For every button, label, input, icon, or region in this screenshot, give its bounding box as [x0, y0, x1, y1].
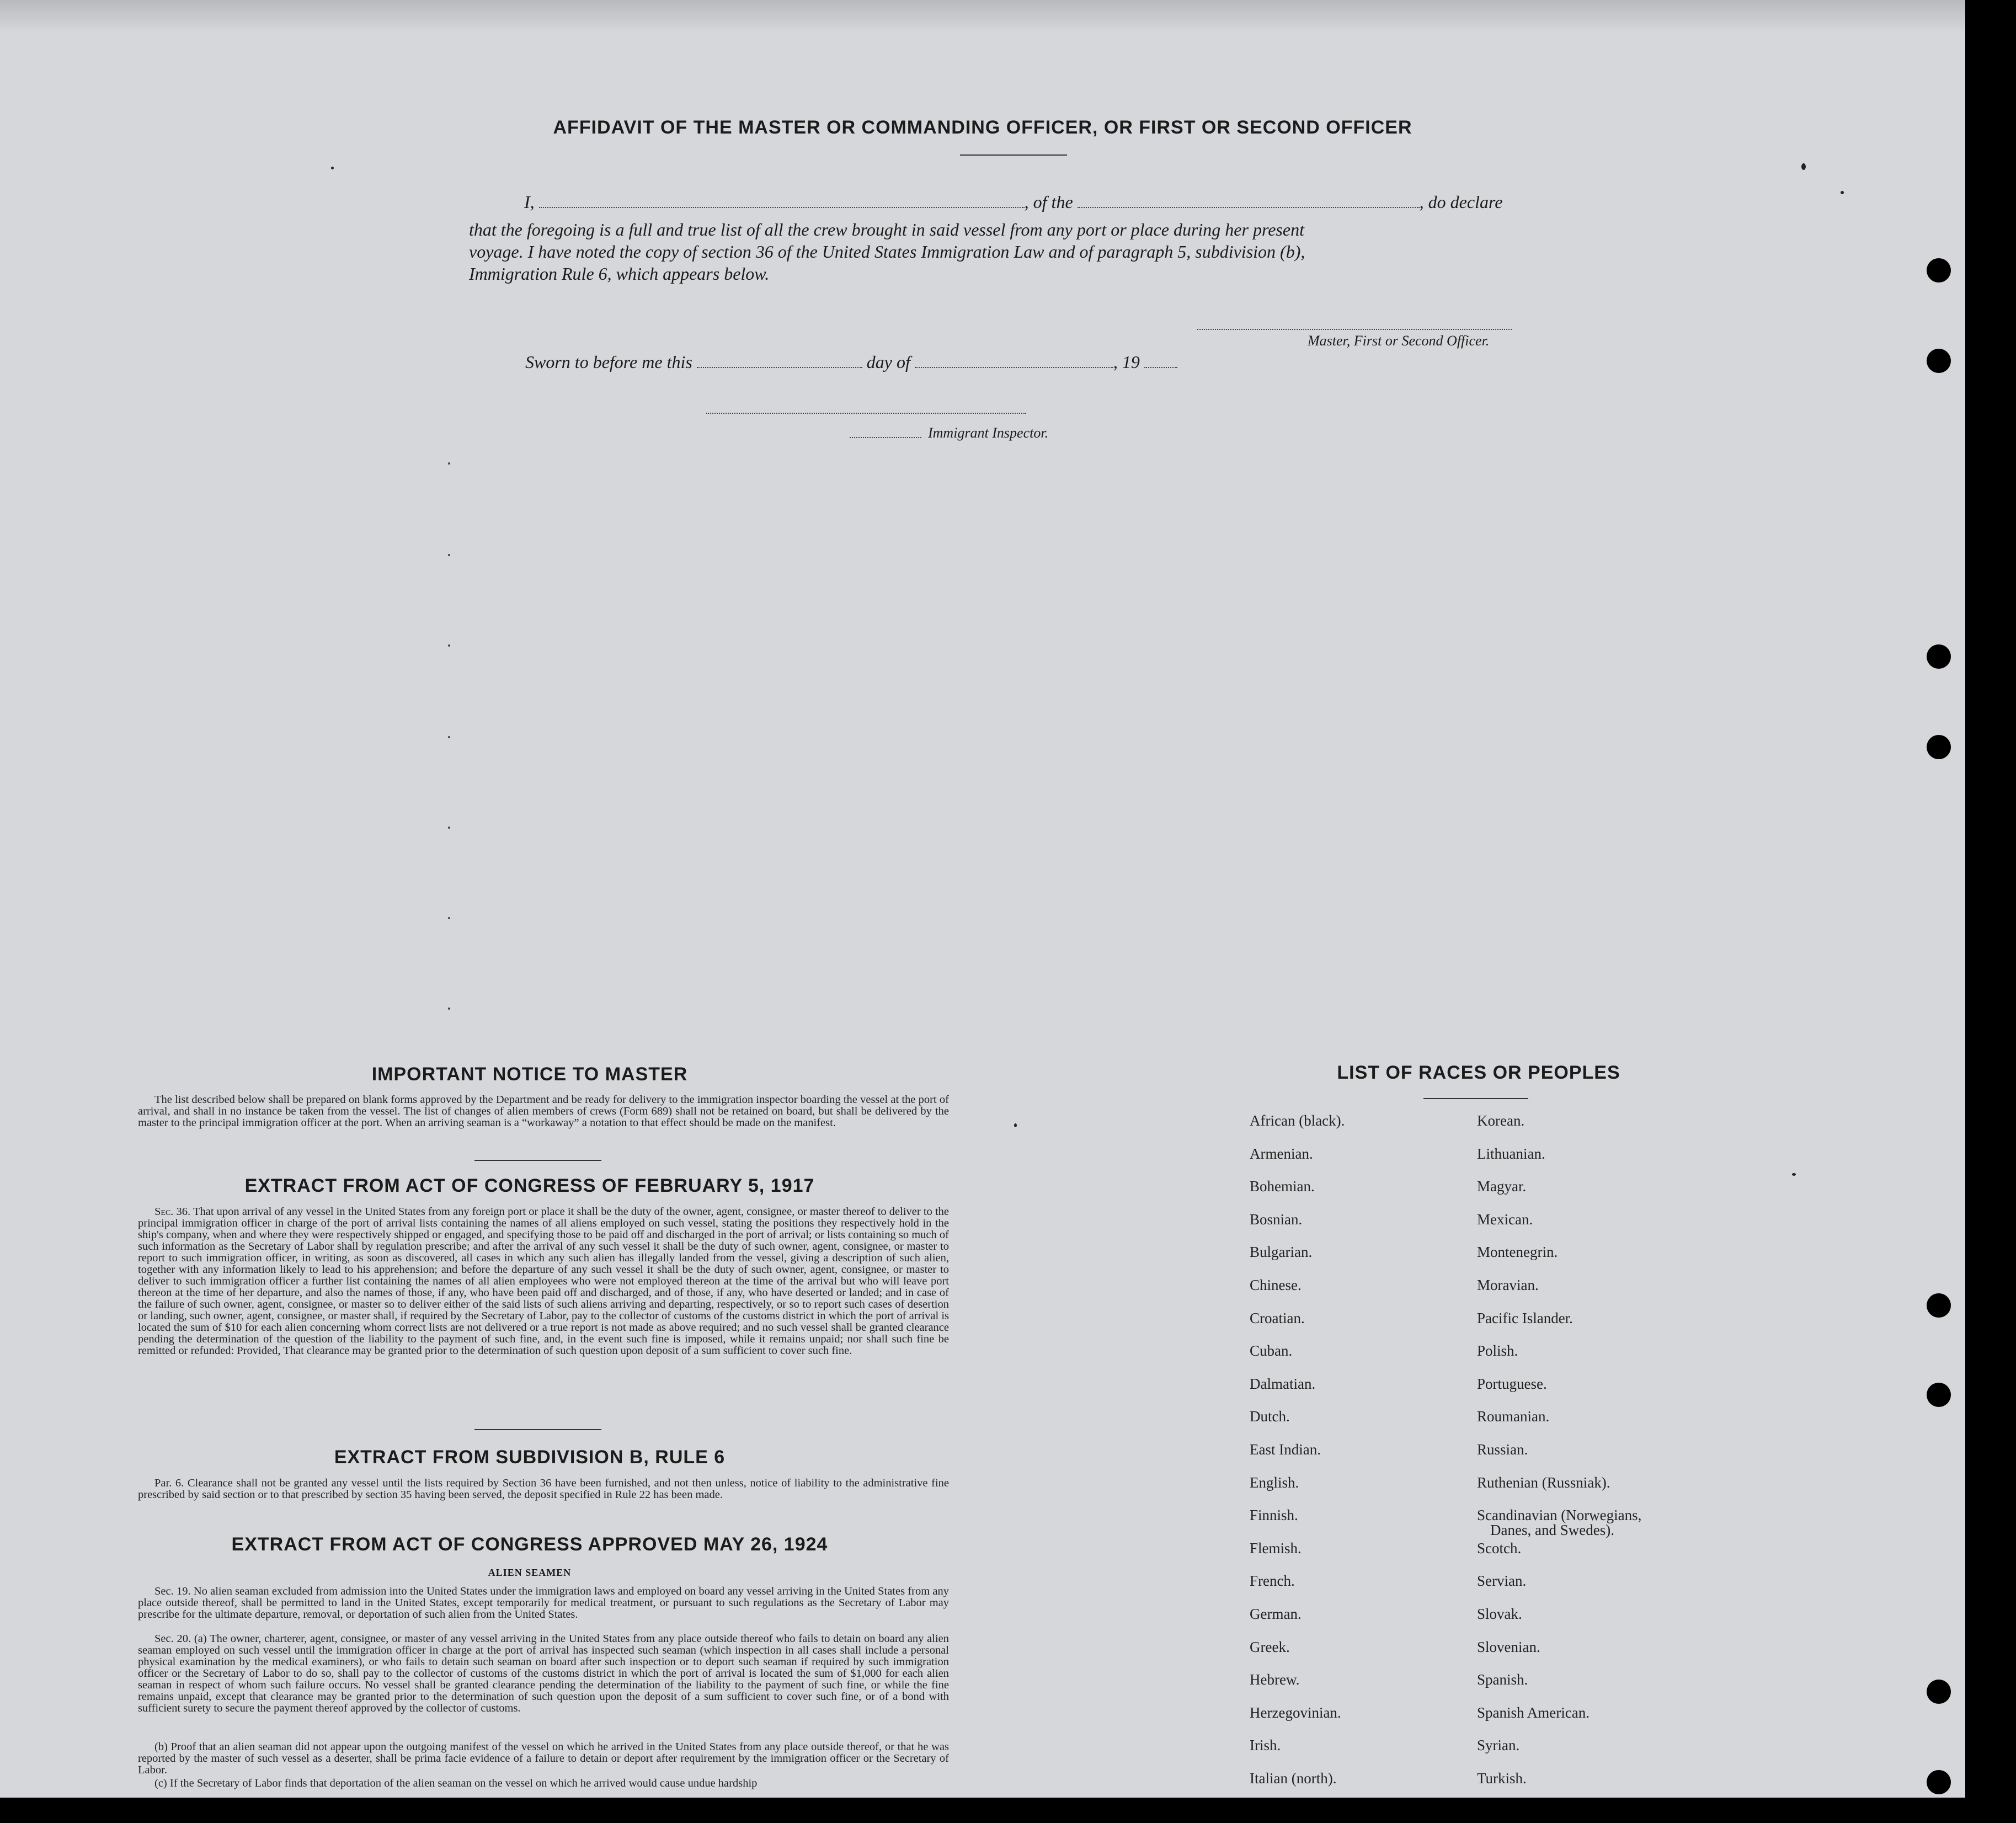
stray-mark: [448, 644, 450, 647]
declarant-label: I,: [524, 192, 535, 212]
binder-holes: [1927, 0, 1960, 1798]
race-item: Lithuanian.: [1477, 1145, 1545, 1162]
race-item: Irish.: [1250, 1737, 1281, 1754]
race-item: Ruthenian (Russniak).: [1477, 1474, 1610, 1491]
races-divider: [1423, 1098, 1528, 1099]
sec-19-text: Sec. 19. No alien seaman excluded from admission into the United States under the immigration laws and employed on board any vessel arriving in the United States from any place outside thereof, shall be permitted to land in the United States, except temporarily for medical treatment, or pursuant to such regulations as the Secretary of Labor may prescribe for the ultimate departure, removal, or deportation of such alien from the United States.: [138, 1585, 949, 1621]
master-signature-field[interactable]: [1197, 324, 1512, 330]
declaration-line-3: voyage. I have noted the copy of section 36 of the United States Immigration Law and of paragraph 5, subdivision (b),: [469, 242, 1305, 262]
sworn-day-field[interactable]: [697, 363, 862, 368]
section-divider: [474, 1429, 601, 1430]
punch-hole: [1927, 349, 1951, 373]
punch-hole: [1927, 735, 1951, 759]
ink-fleck: [1801, 163, 1806, 170]
race-item: Polish.: [1477, 1342, 1518, 1360]
sec-20a-text: Sec. 20. (a) The owner, charterer, agent, consignee, or master of any vessel arriving in the United States from any place outside thereof who fails to detain on board any alien seaman employed on such vessel until the immigration officer in charge at the port of arrival has inspected such seaman (which inspection in all cases shall include a personal physical examination by the medical examiners), or who fails to detain such seaman on board after such inspection or to deport such seaman if required by such immigration officer or the Secretary of Labor to do so, shall pay to the collector of customs of the customs district in which the port of arrival is located the sum of $1,000 for each alien seaman in respect of whom such failure occurs. No vessel shall be granted clearance pending the determination of the liability to the payment of such fine, or while the fine remains unpaid, except that clearance may be granted prior to the determination of such question upon the deposit of a sum sufficient to cover such fine, or of a bond with sufficient surety to secure the payment thereof approved by the collector of customs.: [138, 1633, 949, 1714]
race-item: Servian.: [1477, 1573, 1527, 1590]
race-item: Magyar.: [1477, 1178, 1527, 1195]
race-item: French.: [1250, 1573, 1295, 1590]
race-item: Spanish American.: [1477, 1704, 1590, 1721]
sworn-label: Sworn to before me this: [525, 352, 692, 372]
master-signature-label: Master, First or Second Officer.: [1308, 333, 1490, 349]
race-item: Italian (north).: [1250, 1770, 1337, 1787]
sec-36-label: Sec. 36.: [154, 1206, 191, 1218]
notice-text: The list described below shall be prepared on blank forms approved by the Department and be ready for delivery to the immigration inspector boarding the vessel at the port of arrival, and shall in no instance be taken from the vessel. The list of changes of alien members of crews (Form 689) shall not be retained on board, but shall be delivered by the master to the principal immigration officer at the port. When an arriving seaman is a “workaway” a notation to that effect should be made on the manifest.: [138, 1094, 949, 1129]
declare-label: , do declare: [1419, 192, 1503, 212]
race-item: Pacific Islander.: [1477, 1309, 1573, 1326]
punch-hole: [1927, 1680, 1951, 1704]
race-item: Spanish.: [1477, 1671, 1528, 1688]
stray-mark: [448, 827, 450, 829]
punch-hole: [1927, 1383, 1951, 1407]
stray-mark: [448, 1008, 450, 1010]
extract-1917-text: [138, 1206, 949, 1357]
race-item: Moravian.: [1477, 1277, 1539, 1293]
inspector-signature-label: Immigrant Inspector.: [928, 425, 1049, 441]
extract-rule6-text: Par. 6. Clearance shall not be granted any vessel until the lists required by Section 36 have been furnished, and not then unless, notice of liability to the administrative fine prescribed by said section or to that prescribed by section 35 having been served, the deposit specified in Rule 22 has been made.: [138, 1477, 949, 1501]
race-item: Cuban.: [1250, 1342, 1293, 1360]
punch-hole: [1927, 258, 1951, 282]
sworn-year-field[interactable]: [1144, 363, 1177, 368]
sec-36-text: That upon arrival of any vessel in the United States from any foreign port or place it shall be the duty of the owner, agent, consignee, or master thereof to deliver to the principal immigration officer in charge of the port of arrival lists containing the names of all aliens employed on such vessel, stating the positions they respectively hold in the ship's company, when and where they were respectively shipped or engaged, and specifying those to be paid off and discharged in the port of arrival; or lists containing so much of such information as the Secretary of Labor shall by regulation prescribe; and after the arrival of any such vessel it shall be the duty of such owner, agent, consignee, or master to report to such immigration officer, in writing, as soon as discovered, all cases in which any such alien has illegally landed from the vessel, giving a description of such alien, together with any information likely to lead to his apprehension; and before the departure of any such vessel it shall be the duty of such owner, agent, consignee, or master to deliver to such immigration officer a further list containing the names of all alien employees who were not employed thereon at the time of the arrival but who will leave port thereon at the time of her departure, and also the names of those, if any, who have been paid off and discharged, and of those, if any, who have deserted or landed; and in case of the failure of such owner, agent, consignee, or master so to deliver either of the said lists of such aliens arriving and departing, respectively, or so to report such cases of desertion or landing, such owner, agent, consignee, or master shall, if required by the Secretary of Labor, pay to the collector of customs of the customs district in which the port of arrival is located the sum of $10 for each alien concerning whom correct lists are not delivered or a true report is not made as above required; and no such vessel shall be granted clearance pending the determination of the question of the liability to the payment of such fine, and, in the event such fine is imposed, while it remains unpaid; nor shall such fine be remitted or refunded: Provided, That clearance may be granted prior to the determination of such question upon deposit of a sum sufficient to cover such fine.: [138, 1206, 949, 1357]
inspector-signature-field[interactable]: [706, 408, 1026, 414]
affidavit-title: AFFIDAVIT OF THE MASTER OR COMMANDING OFFICER, OR FIRST OR SECOND OFFICER: [553, 117, 1412, 138]
declarant-name-field[interactable]: [539, 202, 1025, 208]
race-item: Portuguese.: [1477, 1375, 1547, 1392]
extract-1924-title: EXTRACT FROM ACT OF CONGRESS APPROVED MAY 26, 1924: [231, 1534, 828, 1555]
race-item: Roumanian.: [1477, 1408, 1550, 1425]
race-item: East Indian.: [1250, 1441, 1321, 1458]
race-item: Slovak.: [1477, 1606, 1522, 1622]
race-item: Hebrew.: [1250, 1671, 1300, 1688]
ink-fleck: [331, 167, 334, 169]
declaration-line-2: that the foregoing is a full and true list of all the crew brought in said vessel from any port or place during her present: [469, 220, 1304, 239]
race-item: Korean.: [1477, 1112, 1525, 1129]
race-item: Russian.: [1477, 1441, 1528, 1458]
sec-20c-text: (c) If the Secretary of Labor finds that deportation of the alien seaman on the vessel on which he arrived would cause undue hardship: [154, 1777, 758, 1789]
race-item: Mexican.: [1477, 1211, 1533, 1228]
race-item: Bosnian.: [1250, 1211, 1303, 1228]
stray-mark: [448, 917, 450, 919]
race-item: African (black).: [1250, 1112, 1345, 1129]
race-item: Scandinavian (Norwegians,: [1477, 1507, 1642, 1524]
punch-hole: [1927, 1770, 1951, 1794]
races-title: LIST OF RACES OR PEOPLES: [1337, 1062, 1620, 1083]
race-item: Greek.: [1250, 1638, 1290, 1655]
title-divider: [960, 154, 1067, 156]
race-item: Bulgarian.: [1250, 1244, 1313, 1261]
punch-hole: [1927, 644, 1951, 669]
section-divider: [474, 1160, 601, 1161]
race-item: Herzegovinian.: [1250, 1704, 1341, 1721]
vessel-label: , of the: [1024, 192, 1073, 212]
year-prefix-label: , 19: [1113, 352, 1140, 372]
ink-fleck: [1792, 1173, 1796, 1176]
ink-fleck: [1841, 191, 1844, 194]
notice-title: IMPORTANT NOTICE TO MASTER: [371, 1064, 688, 1085]
race-item: Flemish.: [1250, 1539, 1302, 1557]
extract-rule6-title: EXTRACT FROM SUBDIVISION B, RULE 6: [334, 1447, 726, 1468]
race-item: Danes, and Swedes).: [1490, 1522, 1614, 1539]
extract-1917-title: EXTRACT FROM ACT OF CONGRESS OF FEBRUARY 5, 1917: [244, 1175, 815, 1196]
sworn-line: [525, 352, 1177, 372]
race-item: English.: [1250, 1474, 1299, 1491]
race-item: Croatian.: [1250, 1309, 1305, 1326]
race-item: German.: [1250, 1606, 1302, 1622]
inspector-signature-lead: [850, 433, 921, 438]
day-of-label: day of: [866, 352, 910, 372]
race-item: Dutch.: [1250, 1408, 1290, 1425]
vessel-name-field[interactable]: [1078, 202, 1420, 208]
race-item: Chinese.: [1250, 1277, 1302, 1293]
race-item: Dalmatian.: [1250, 1375, 1316, 1392]
declaration-line-1: [524, 192, 1502, 212]
alien-seamen-subtitle: ALIEN SEAMEN: [488, 1567, 572, 1578]
declaration-line-4: Immigration Rule 6, which appears below.: [469, 264, 770, 284]
sworn-month-field[interactable]: [915, 363, 1113, 368]
stray-mark: [448, 554, 450, 556]
stray-mark: [448, 736, 450, 738]
race-item: Scotch.: [1477, 1539, 1522, 1557]
stray-mark: [448, 462, 450, 465]
race-item: Finnish.: [1250, 1507, 1298, 1524]
race-item: Slovenian.: [1477, 1638, 1540, 1655]
race-item: Armenian.: [1250, 1145, 1313, 1162]
race-item: Montenegrin.: [1477, 1244, 1558, 1261]
punch-hole: [1927, 1293, 1951, 1318]
race-item: Bohemian.: [1250, 1178, 1315, 1195]
race-item: Turkish.: [1477, 1770, 1527, 1787]
race-item: Syrian.: [1477, 1737, 1520, 1754]
ink-fleck: [1014, 1123, 1017, 1127]
sec-20b-text: (b) Proof that an alien seaman did not appear upon the outgoing manifest of the vessel on which he arrived in the United States from any place outside thereof, or that he was reported by the master of such vessel as a deserter, shall be prima facie evidence of a failure to detain or deport after requirement by the immigration officer or the Secretary of Labor.: [138, 1741, 949, 1776]
